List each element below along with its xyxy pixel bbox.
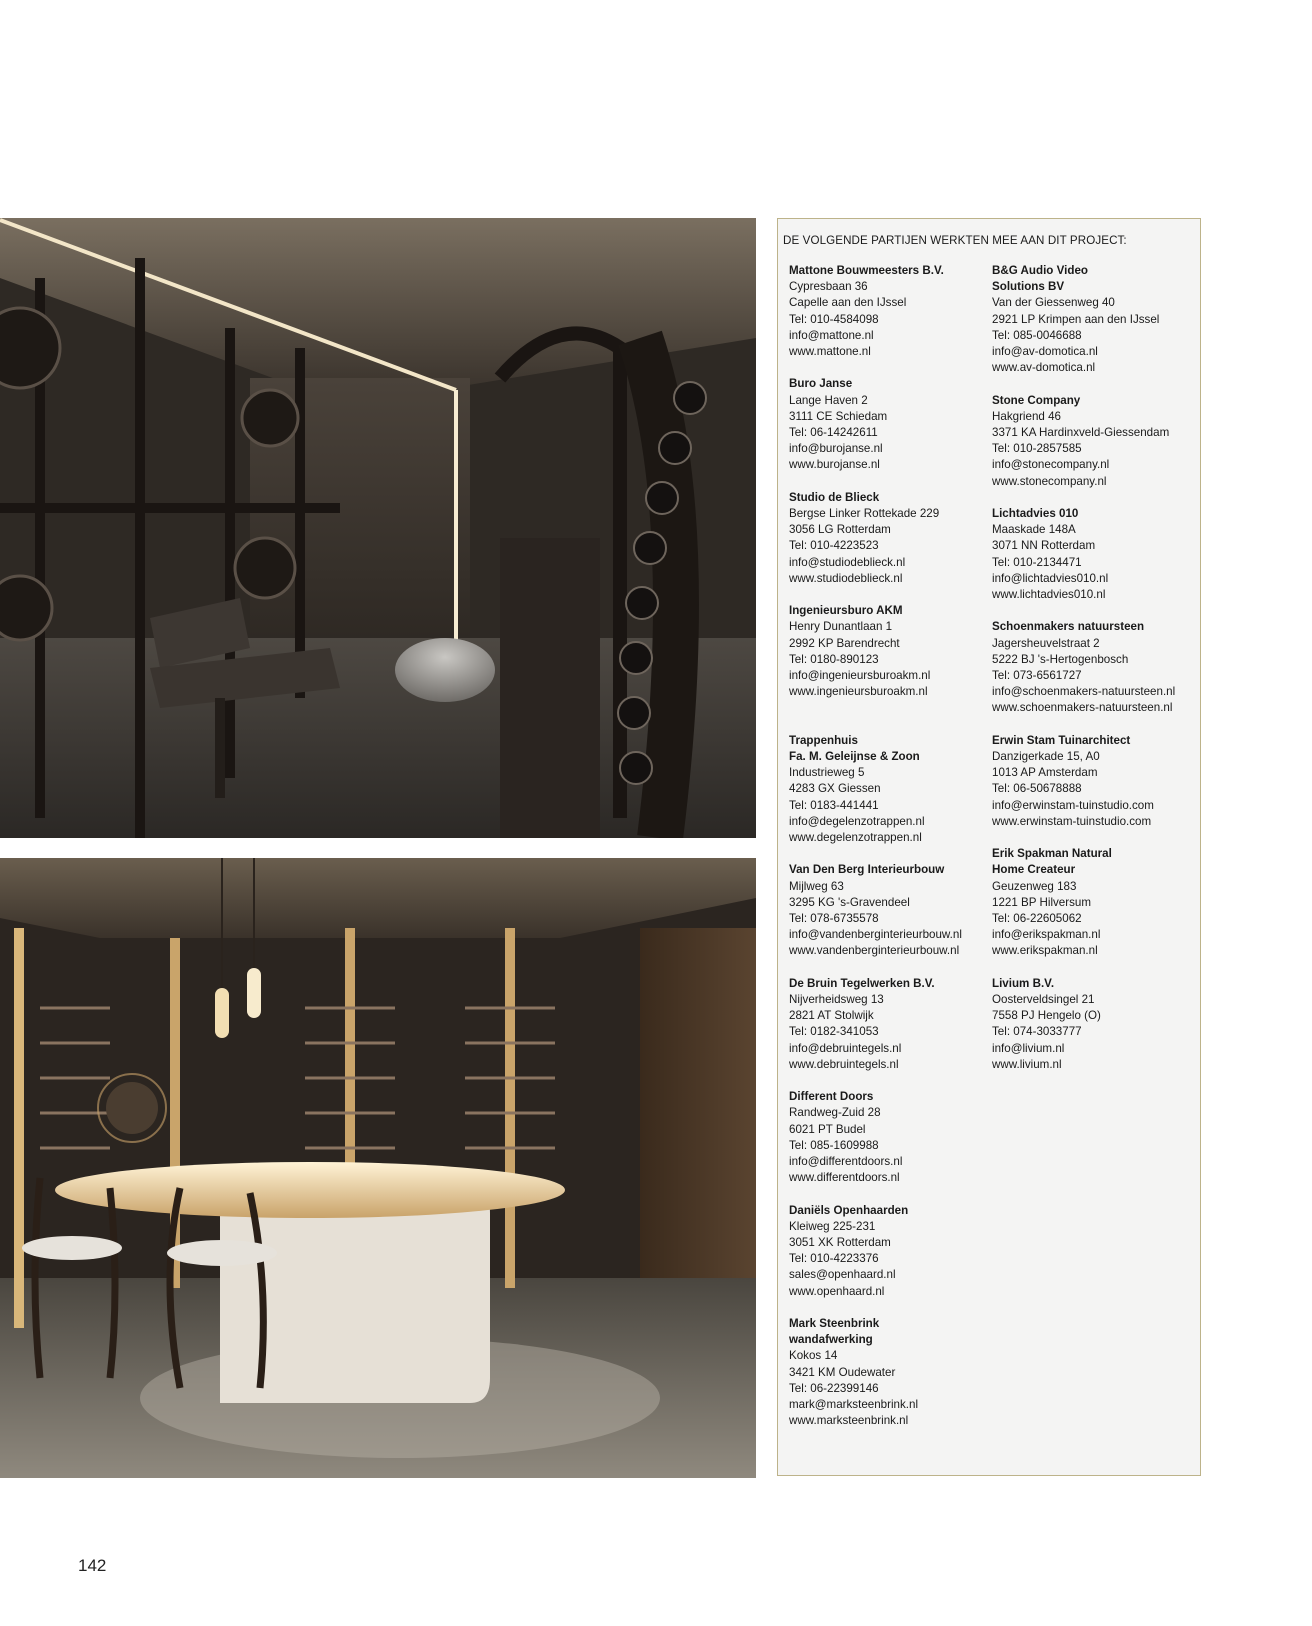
credit-entry <box>992 846 1192 959</box>
credit-detail-line: Tel: 0182-341053 <box>789 1025 879 1039</box>
credit-detail-line: Tel: 0183-441441 <box>789 798 879 812</box>
credit-detail-line: 3295 KG 's-Gravendeel <box>789 895 910 909</box>
credit-detail-line: 1221 BP Hilversum <box>992 895 1092 909</box>
credit-detail-line: Bergse Linker Rottekade 229 <box>789 507 940 521</box>
credit-company-name: Erwin Stam Tuinarchitect <box>992 733 1131 747</box>
credit-detail-line: sales@openhaard.nl <box>789 1268 896 1282</box>
credit-detail-line: info@lichtadvies010.nl <box>992 571 1109 585</box>
credit-detail-line: info@mattone.nl <box>789 328 874 342</box>
credit-detail-line: Geuzenweg 183 <box>992 879 1077 893</box>
credit-detail-line: Maaskade 148A <box>992 523 1076 537</box>
credit-detail-line: info@differentdoors.nl <box>789 1155 903 1169</box>
credits-box <box>777 218 1201 1476</box>
credit-detail-line: Kleiweg 225-231 <box>789 1219 876 1233</box>
credit-detail-line: 2921 LP Krimpen aan den IJssel <box>992 312 1160 326</box>
credit-detail-line: Oosterveldsingel 21 <box>992 993 1095 1007</box>
credit-detail-line: www.marksteenbrink.nl <box>789 1414 909 1428</box>
credits-right-column <box>992 263 1192 1089</box>
credit-company-name: Erik Spakman Natural <box>992 847 1112 861</box>
credit-detail-line: info@vandenberginterieurbouw.nl <box>789 928 962 942</box>
credit-detail-line: 3051 XK Rotterdam <box>789 1236 891 1250</box>
credit-detail-line: 4283 GX Giessen <box>789 782 881 796</box>
credit-detail-line: Tel: 010-4584098 <box>789 312 879 326</box>
credit-detail-line: www.schoenmakers-natuursteen.nl <box>992 701 1173 715</box>
credit-detail-line: www.erikspakman.nl <box>992 944 1098 958</box>
credit-company-name: Daniëls Openhaarden <box>789 1203 909 1217</box>
wine-bar-photo <box>0 858 756 1478</box>
credit-detail-line: Tel: 078-6735578 <box>789 912 879 926</box>
credit-detail-line: www.debruintegels.nl <box>789 1057 899 1071</box>
credit-detail-line: 2992 KP Barendrecht <box>789 636 900 650</box>
credit-detail-line: www.burojanse.nl <box>789 458 880 472</box>
credit-detail-line: Mijlweg 63 <box>789 879 844 893</box>
credit-detail-line: info@debruintegels.nl <box>789 1041 902 1055</box>
credit-detail-line: Tel: 06-22399146 <box>789 1381 879 1395</box>
credit-company-name: Mattone Bouwmeesters B.V. <box>789 264 944 277</box>
credit-detail-line: 3371 KA Hardinxveld-Giessendam <box>992 426 1170 440</box>
credit-detail-line: Jagersheuvelstraat 2 <box>992 636 1100 650</box>
credit-detail-line: Randweg-Zuid 28 <box>789 1106 881 1120</box>
credit-detail-line: info@studiodeblieck.nl <box>789 555 906 569</box>
gym-photo <box>0 218 756 838</box>
credit-detail-line: www.openhaard.nl <box>789 1284 885 1298</box>
credit-company-name: Buro Janse <box>789 377 853 391</box>
credit-detail-line: mark@marksteenbrink.nl <box>789 1398 919 1412</box>
credit-detail-line: www.degelenzotrappen.nl <box>789 831 922 845</box>
credit-detail-line: 6021 PT Budel <box>789 1122 866 1136</box>
credit-detail-line: 5222 BJ 's-Hertogenbosch <box>992 652 1129 666</box>
credit-detail-line: Kokos 14 <box>789 1349 838 1363</box>
credit-detail-line: 7558 PJ Hengelo (O) <box>992 1009 1101 1023</box>
credit-entry <box>789 490 989 587</box>
credit-detail-line: 2821 AT Stolwijk <box>789 1009 874 1023</box>
credit-detail-line: www.av-domotica.nl <box>992 361 1096 375</box>
credit-detail-line: Tel: 010-2857585 <box>992 442 1082 456</box>
credit-detail-line: 1013 AP Amsterdam <box>992 766 1098 780</box>
credit-detail-line: Tel: 010-4223376 <box>789 1252 879 1266</box>
credit-detail-line: Tel: 085-1609988 <box>789 1138 879 1152</box>
credit-detail-line: info@schoenmakers-natuursteen.nl <box>992 685 1176 699</box>
credit-company-name: Stone Company <box>992 393 1081 407</box>
credit-company-name: B&G Audio Video <box>992 264 1088 277</box>
credit-detail-line: www.mattone.nl <box>789 345 871 359</box>
credit-entry <box>789 263 989 360</box>
credit-entry <box>992 619 1192 716</box>
credit-detail-line: www.studiodeblieck.nl <box>789 571 903 585</box>
credit-company-name: Different Doors <box>789 1090 874 1104</box>
credit-company-name: Van Den Berg Interieurbouw <box>789 863 945 877</box>
credit-detail-line: Nijverheidsweg 13 <box>789 993 884 1007</box>
credit-detail-line: Van der Giessenweg 40 <box>992 296 1115 310</box>
credit-detail-line: Tel: 06-50678888 <box>992 782 1082 796</box>
credit-entry <box>992 733 1192 830</box>
credit-entry <box>789 976 989 1073</box>
credit-detail-line: Henry Dunantlaan 1 <box>789 620 893 634</box>
credit-detail-line: www.differentdoors.nl <box>789 1171 900 1185</box>
credit-entry <box>789 1316 989 1429</box>
credit-company-name: Home Createur <box>992 863 1076 877</box>
credit-detail-line: 3421 KM Oudewater <box>789 1365 896 1379</box>
credit-detail-line: www.vandenberginterieurbouw.nl <box>789 944 960 958</box>
credit-company-name: De Bruin Tegelwerken B.V. <box>789 976 935 990</box>
credit-company-name: Ingenieursburo AKM <box>789 604 903 618</box>
credit-entry <box>992 263 1192 376</box>
credit-company-name: Livium B.V. <box>992 976 1055 990</box>
credit-detail-line: 3111 CE Schiedam <box>789 409 888 423</box>
credit-company-name: Schoenmakers natuursteen <box>992 620 1145 634</box>
credit-company-name: wandafwerking <box>789 1333 873 1347</box>
credit-detail-line: Hakgriend 46 <box>992 409 1061 423</box>
credit-company-name: Lichtadvies 010 <box>992 507 1079 521</box>
credit-detail-line: info@av-domotica.nl <box>992 345 1098 359</box>
credit-detail-line: Tel: 085-0046688 <box>992 328 1082 342</box>
credit-detail-line: info@degelenzotrappen.nl <box>789 814 925 828</box>
credit-company-name: Mark Steenbrink <box>789 1317 880 1331</box>
credit-detail-line: Industrieweg 5 <box>789 766 865 780</box>
credit-detail-line: info@stonecompany.nl <box>992 458 1110 472</box>
credit-entry <box>789 1089 989 1186</box>
credit-detail-line: 3056 LG Rotterdam <box>789 523 891 537</box>
credit-detail-line: www.lichtadvies010.nl <box>992 588 1106 602</box>
credit-detail-line: Tel: 010-4223523 <box>789 539 879 553</box>
credit-detail-line: www.livium.nl <box>992 1057 1062 1071</box>
credit-detail-line: Tel: 06-14242611 <box>789 426 878 440</box>
credit-detail-line: www.ingenieursburoakm.nl <box>789 685 928 699</box>
credit-detail-line: Tel: 010-2134471 <box>992 555 1082 569</box>
credit-entry <box>789 733 989 846</box>
credit-detail-line: Tel: 06-22605062 <box>992 912 1082 926</box>
credits-heading: DE VOLGENDE PARTIJEN WERKTEN MEE AAN DIT PROJECT: <box>783 234 1127 247</box>
credit-entry <box>789 603 989 700</box>
credit-detail-line: info@ingenieursburoakm.nl <box>789 669 931 683</box>
credit-entry <box>789 1203 989 1300</box>
credit-entry <box>992 976 1192 1073</box>
credit-company-name: Studio de Blieck <box>789 490 880 504</box>
credit-company-name: Fa. M. Geleijnse & Zoon <box>789 750 920 764</box>
credit-detail-line: Tel: 0180-890123 <box>789 652 879 666</box>
credit-detail-line: Lange Haven 2 <box>789 393 868 407</box>
credit-detail-line: Cypresbaan 36 <box>789 280 868 294</box>
credit-detail-line: info@livium.nl <box>992 1041 1065 1055</box>
credit-company-name: Trappenhuis <box>789 733 858 747</box>
credit-detail-line: www.stonecompany.nl <box>992 474 1107 488</box>
credit-detail-line: info@erikspakman.nl <box>992 928 1101 942</box>
credit-entry <box>992 393 1192 490</box>
page-number: 142 <box>78 1556 107 1575</box>
credit-entry <box>789 862 989 959</box>
credit-detail-line: Danzigerkade 15, A0 <box>992 750 1100 764</box>
credit-company-name: Solutions BV <box>992 280 1065 294</box>
credit-entry <box>789 376 989 473</box>
credit-detail-line: www.erwinstam-tuinstudio.com <box>992 814 1152 828</box>
credit-detail-line: 3071 NN Rotterdam <box>992 539 1096 553</box>
credit-detail-line: info@burojanse.nl <box>789 442 883 456</box>
credit-detail-line: Tel: 073-6561727 <box>992 669 1082 683</box>
credit-detail-line: Capelle aan den IJssel <box>789 296 907 310</box>
credit-detail-line: Tel: 074-3033777 <box>992 1025 1082 1039</box>
credit-entry <box>992 506 1192 603</box>
credits-left-column <box>789 263 989 1446</box>
credit-detail-line: info@erwinstam-tuinstudio.com <box>992 798 1154 812</box>
